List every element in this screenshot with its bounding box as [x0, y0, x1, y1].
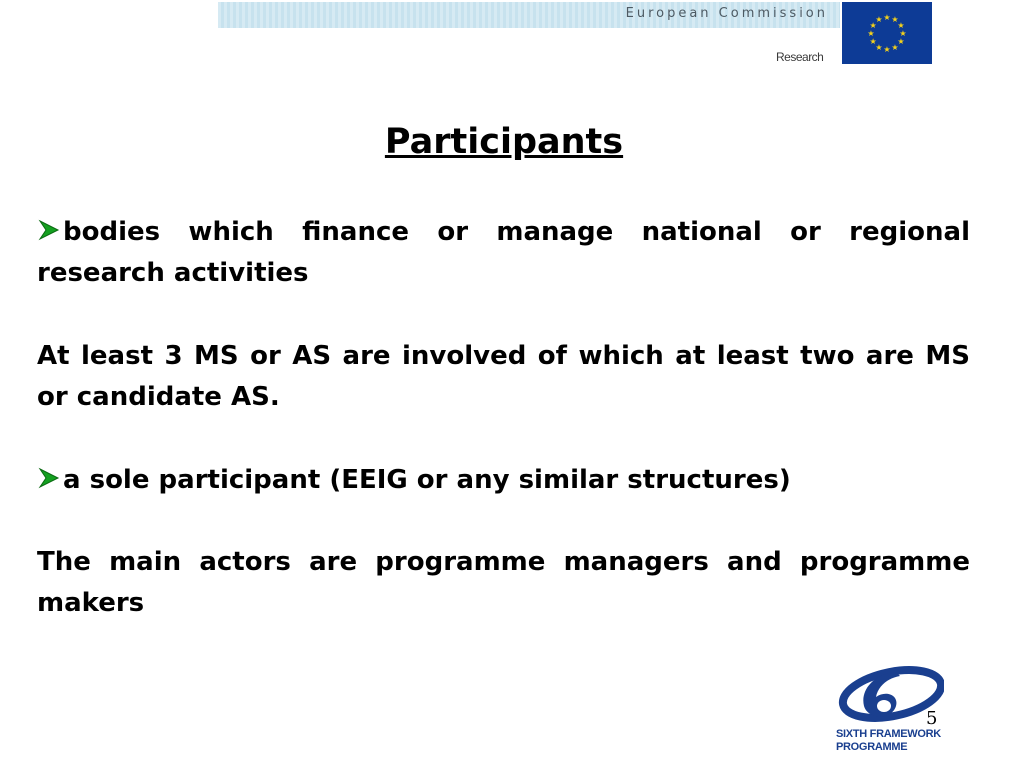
paragraph-text: a sole participant (EEIG or any similar structures) [63, 465, 791, 495]
eu-flag-icon [842, 2, 932, 64]
header-organization: European Commission [625, 6, 828, 21]
flag-star-icon: ★ [891, 42, 899, 52]
arrow-bullet-icon [37, 219, 61, 241]
flag-star-icon: ★ [897, 37, 905, 46]
flag-star-icon: ★ [869, 37, 877, 46]
flag-star-icon: ★ [875, 15, 883, 25]
flag-star-icon: ★ [891, 15, 899, 25]
flag-star-icon: ★ [883, 45, 891, 54]
arrow-bullet-icon [37, 467, 61, 489]
paragraph-3 [37, 460, 970, 501]
paragraph-text: At least 3 MS or AS are involved of which at least two are MS or candidate AS. [37, 341, 970, 412]
flag-star-icon: ★ [867, 29, 875, 38]
paragraph-text: The main actors are programme managers and programme makers [37, 547, 970, 618]
logo-text-line2: PROGRAMME [836, 741, 908, 753]
paragraph-2 [37, 336, 970, 418]
slide-title: Participants [384, 122, 624, 162]
flag-star-icon: ★ [899, 29, 907, 38]
logo-text-line1: SIXTH FRAMEWORK [836, 728, 941, 740]
header-bar [218, 2, 840, 28]
flag-star-icon: ★ [869, 21, 877, 30]
paragraph-1 [37, 212, 970, 294]
flag-star-icon: ★ [883, 13, 891, 22]
sixth-framework-logo-icon [834, 664, 944, 724]
flag-star-icon: ★ [875, 42, 883, 52]
paragraph-4 [37, 542, 970, 624]
flag-star-icon: ★ [897, 21, 905, 30]
header-department: Research [776, 50, 824, 64]
paragraph-text: bodies which finance or manage national or regional research activities [37, 217, 970, 288]
page-number: 5 [926, 708, 938, 729]
